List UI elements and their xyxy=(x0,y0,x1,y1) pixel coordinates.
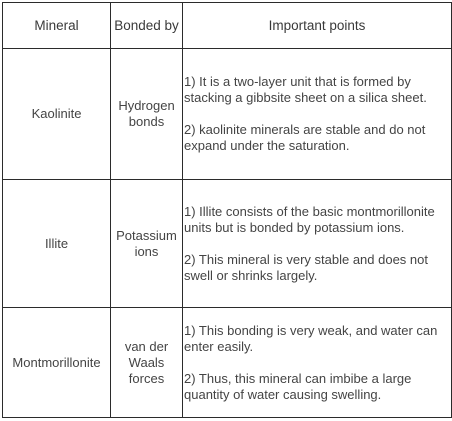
mineral-cell: Kaolinite xyxy=(3,49,111,180)
table-container xyxy=(2,2,452,418)
table-row xyxy=(3,49,452,180)
clay-minerals-table xyxy=(2,2,452,418)
point-text: 2) Thus, this mineral can imbibe a large quantity of water causing swelling. xyxy=(184,370,412,402)
bonded-by-cell: Potassium ions xyxy=(111,180,183,308)
points-cell xyxy=(183,180,452,308)
header-important-points: Important points xyxy=(183,3,452,49)
bonded-by-cell: van der Waals forces xyxy=(111,308,183,418)
header-mineral: Mineral xyxy=(3,3,111,49)
header-bonded-by: Bonded by xyxy=(111,3,183,49)
point-text: 1) This bonding is very weak, and water can enter easily. xyxy=(184,322,438,354)
mineral-cell: Montmorillonite xyxy=(3,308,111,418)
points-cell xyxy=(183,49,452,180)
mineral-cell: Illite xyxy=(3,180,111,308)
bonded-by-cell: Hydrogen bonds xyxy=(111,49,183,180)
point-text: 2) This mineral is very stable and does not swell or shrinks largely. xyxy=(184,251,428,283)
points-cell xyxy=(183,308,452,418)
point-text: 1) It is a two-layer unit that is formed by stacking a gibbsite sheet on a silica sheet. xyxy=(184,74,427,105)
table-row xyxy=(3,308,452,418)
point-text: 2) kaolinite minerals are stable and do not expand under the saturation. xyxy=(184,122,426,153)
header-row xyxy=(3,3,452,49)
point-text: 1) Illite consists of the basic montmorillonite units but is bonded by potassium ions. xyxy=(184,203,435,235)
table-row xyxy=(3,180,452,308)
